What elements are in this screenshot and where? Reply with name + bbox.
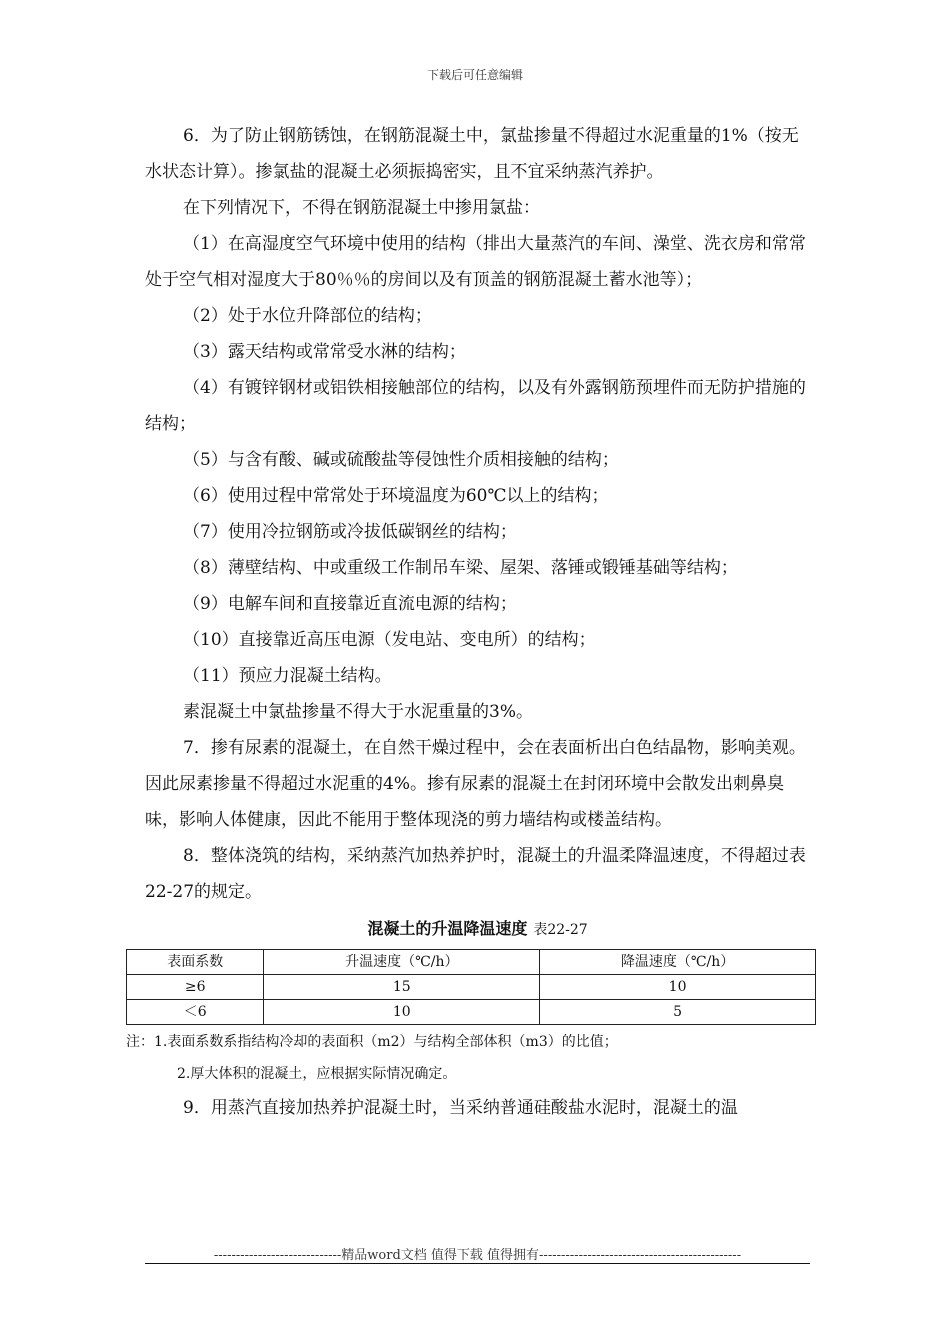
paragraph-intro: 在下列情况下，不得在钢筋混凝土中掺用氯盐： xyxy=(183,198,540,218)
list-item: （10）直接靠近高压电源（发电站、变电所）的结构； xyxy=(183,630,596,650)
table-caption xyxy=(145,912,810,947)
table-cell: ＜6 xyxy=(127,1000,264,1025)
list-item: （7）使用冷拉钢筋或冷拔低碳钢丝的结构； xyxy=(183,522,517,542)
table-row xyxy=(127,975,816,1000)
list-item: （2）处于水位升降部位的结构； xyxy=(183,306,432,326)
list-item: （9）电解车间和直接靠近直流电源的结构； xyxy=(183,594,517,614)
paragraph-6: 6．为了防止钢筋锈蚀，在钢筋混凝土中，氯盐掺量不得超过水泥重量的1%（按无水状态计算）。掺氯盐的混凝土必须振捣密实，且不宜采纳蒸汽养护。 xyxy=(145,126,799,182)
table-number: 表22-27 xyxy=(533,922,588,938)
list-item: （4）有镀锌钢材或铝铁相接触部位的结构，以及有外露钢筋预埋件而无防护措施的结构； xyxy=(145,378,806,434)
table-note: 注：1.表面系数系指结构冷却的表面积（m2）与结构全部体积（m3）的比值； xyxy=(126,1034,618,1050)
table-header-cell: 升温速度（℃/h） xyxy=(264,950,540,975)
table-header-cell: 表面系数 xyxy=(127,950,264,975)
table-cell: ≥6 xyxy=(127,975,264,1000)
list-item: （5）与含有酸、碱或硫酸盐等侵蚀性介质相接触的结构； xyxy=(183,450,619,470)
table-row xyxy=(127,1000,816,1025)
page-footer-text: -----------------------------精品word文档 值得下载 值得拥有---------------------------------------------- xyxy=(213,1248,742,1263)
table-title: 混凝土的升温降温速度 xyxy=(367,919,528,938)
paragraph-7: 7．掺有尿素的混凝土，在自然干燥过程中，会在表面析出白色结晶物，影响美观。因此尿素掺量不得超过水泥重的4%。掺有尿素的混凝土在封闭环境中会散发出刺鼻臭味，影响人体健康，因此不能用于整体现浇的剪力墙结构或楼盖结构。 xyxy=(145,738,806,830)
list-item: （6）使用过程中常常处于环境温度为60℃以上的结构； xyxy=(183,486,609,506)
paragraph-plain-concrete: 素混凝土中氯盐掺量不得大于水泥重量的3%。 xyxy=(183,702,533,722)
document-body xyxy=(126,118,810,1126)
list-item: （3）露天结构或常常受水淋的结构； xyxy=(183,342,466,362)
list-item: （1）在高湿度空气环境中使用的结构（排出大量蒸汽的车间、澡堂、洗衣房和常常处于空气相对湿度大于80％％的房间以及有顶盖的钢筋混凝土蓄水池等）； xyxy=(145,234,806,290)
footer-divider xyxy=(145,1263,810,1264)
table-cell: 5 xyxy=(540,1000,816,1025)
paragraph-8: 8．整体浇筑的结构，采纳蒸汽加热养护时，混凝土的升温柔降温速度，不得超过表22-27的规定。 xyxy=(145,846,806,902)
list-item: （11）预应力混凝土结构。 xyxy=(183,666,392,686)
table-cell: 10 xyxy=(264,1000,540,1025)
heating-cooling-rate-table xyxy=(126,949,816,1025)
page-header-note: 下载后可任意编辑 xyxy=(426,68,523,82)
table-cell: 15 xyxy=(264,975,540,1000)
table-header-row xyxy=(127,950,816,975)
list-item: （8）薄壁结构、中或重级工作制吊车梁、屋架、落锤或锻锤基础等结构； xyxy=(183,558,738,578)
paragraph-9: 9．用蒸汽直接加热养护混凝土时，当采纳普通硅酸盐水泥时，混凝土的温 xyxy=(183,1098,738,1118)
table-header-cell: 降温速度（℃/h） xyxy=(540,950,816,975)
table-note: 2.厚大体积的混凝土，应根据实际情况确定。 xyxy=(177,1066,457,1082)
table-cell: 10 xyxy=(540,975,816,1000)
